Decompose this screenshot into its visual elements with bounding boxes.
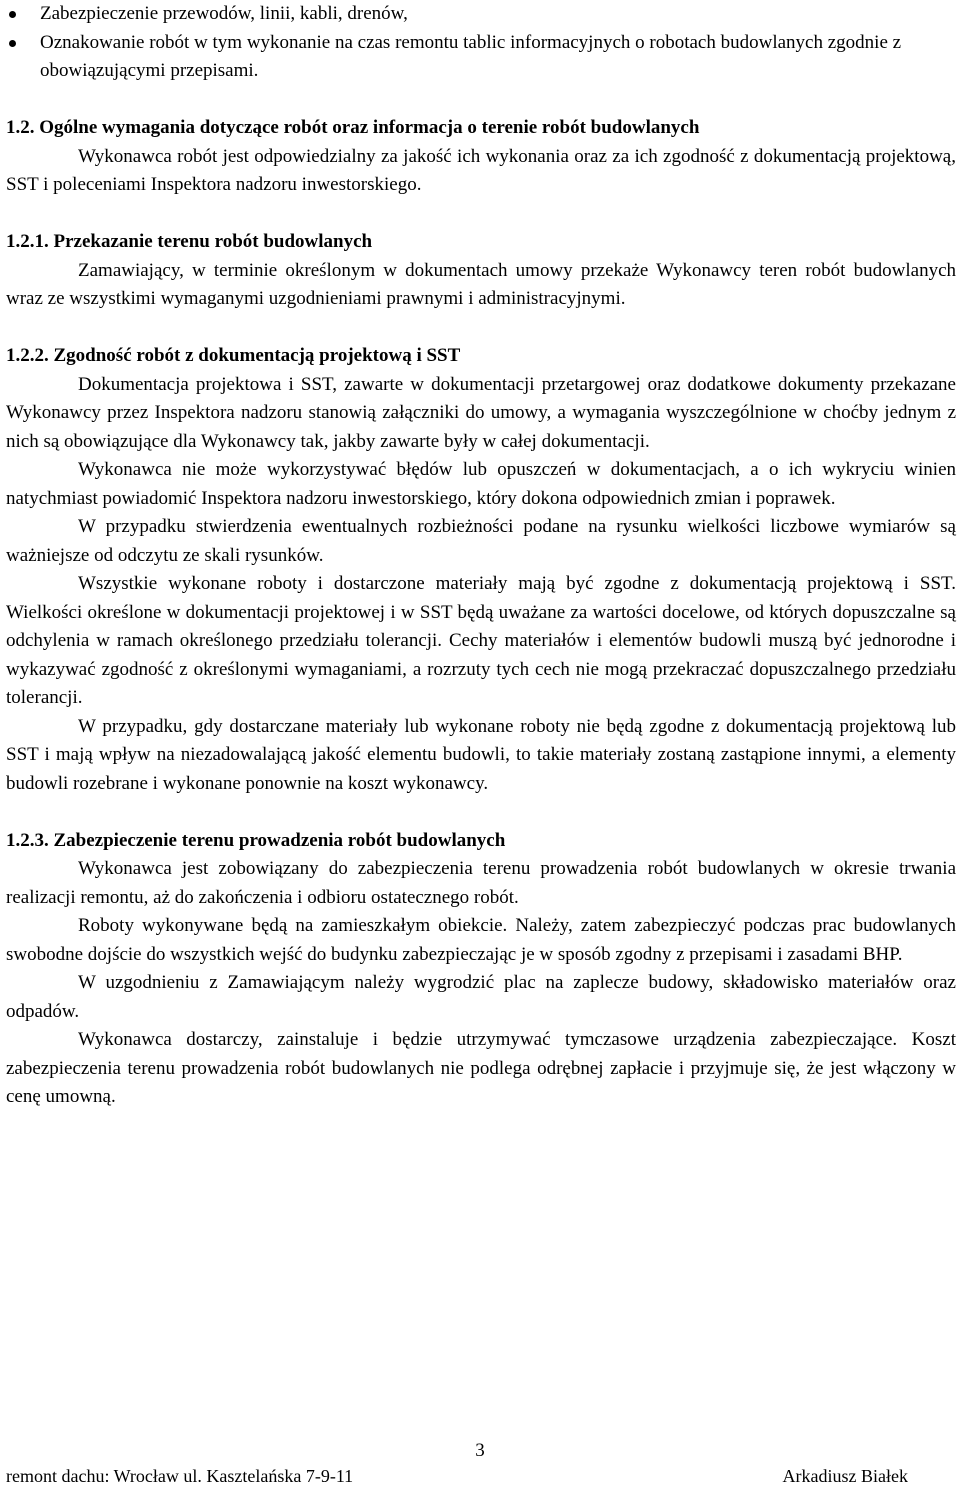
paragraph: Wykonawca jest zobowiązany do zabezpieczenia terenu prowadzenia robót budowlanych w okresie trwania realizacji remontu, aż do zakończenia i odbioru ostatecznego robót. — [6, 858, 956, 908]
paragraph: W uzgodnieniu z Zamawiającym należy wygrodzić plac na zaplecze budowy, składowisko materiałów oraz odpadów. — [6, 972, 956, 1022]
section-heading: 1.2. Ogólne wymagania dotyczące robót oraz informacja o terenie robót budowlanych — [6, 117, 700, 138]
bullet-icon — [9, 40, 16, 47]
document-page — [6, 0, 956, 1112]
paragraph: W przypadku stwierdzenia ewentualnych rozbieżności podane na rysunku wielkości liczbowe wymiarów są ważniejsze od odczytu ze skali rysunków. — [6, 516, 956, 566]
paragraph: Wykonawca robót jest odpowiedzialny za jakość ich wykonania oraz za ich zgodność z dokumentacją projektową, SST i poleceniami Inspektora nadzoru inwestorskiego. — [6, 145, 956, 195]
paragraph: Dokumentacja projektowa i SST, zawarte w dokumentacji przetargowej oraz dodatkowe dokumenty przekazane Wykonawcy przez Inspektora nadzoru stanowią załączniki do umowy, a wymagania wyszczególnione w choćby jednym z nich są obowiązujące dla Wykonawcy tak, jakby zawarte były w całej dokumentacji. — [6, 373, 956, 452]
section-1-2 — [6, 114, 956, 200]
footer-project: remont dachu: Wrocław ul. Kasztelańska 7-9-11 — [6, 1466, 354, 1486]
footer-author: Arkadiusz Białek — [782, 1466, 908, 1486]
paragraph: W przypadku, gdy dostarczane materiały lub wykonane roboty nie będą zgodne z dokumentacją projektową lub SST i mają wpływ na niezadowalającą jakość elementu budowli, to takie materiały zostaną zastąpione innymi, a elementy budowli rozebrane i wykonane ponownie na koszt wykonawcy. — [6, 715, 956, 794]
section-heading: 1.2.1. Przekazanie terenu robót budowlanych — [6, 231, 373, 252]
section-heading: 1.2.2. Zgodność robót z dokumentacją projektową i SST — [6, 345, 461, 366]
page-number: 3 — [475, 1440, 485, 1461]
paragraph: Roboty wykonywane będą na zamieszkałym obiekcie. Należy, zatem zabezpieczyć podczas prac budowlanych swobodne dojście do wszystkich wejść do budynku zabezpieczając je w sposób zgodny z przepisami i zasadami BHP. — [6, 915, 956, 965]
list-item: Zabezpieczenie przewodów, linii, kabli, drenów, — [6, 0, 956, 29]
section-1-2-1 — [6, 228, 956, 314]
paragraph: Wykonawca nie może wykorzystywać błędów lub opuszczeń w dokumentacjach, a o ich wykryciu winien natychmiast powiadomić Inspektora nadzoru inwestorskiego, który dokona odpowiednich zmian i poprawek. — [6, 459, 956, 509]
paragraph: Wszystkie wykonane roboty i dostarczone materiały mają być zgodne z dokumentacją projektową i SST. Wielkości określone w dokumentacji projektowej i w SST będą uważane za wartości docelowe, od których dopuszczalne są odchylenia w ramach określonego przedziału tolerancji. Cechy materiałów i elementów budowli muszą być jednorodne i wykazywać zgodność z określonymi wymaganiami, a rozrzuty tych cech nie mogą przekraczać dopuszczalnego przedziału tolerancji. — [6, 573, 956, 708]
section-1-2-3 — [6, 827, 956, 1112]
bullet-icon — [9, 11, 16, 18]
list-item: Oznakowanie robót w tym wykonanie na czas remontu tablic informacyjnych o robotach budowlanych zgodnie z obowiązującymi przepisami. — [6, 29, 956, 86]
paragraph: Zamawiający, w terminie określonym w dokumentach umowy przekaże Wykonawcy teren robót budowlanych wraz ze wszystkimi wymaganymi uzgodnieniami prawnymi i administracyjnymi. — [6, 259, 956, 309]
bullet-list — [6, 0, 956, 86]
paragraph: Wykonawca dostarczy, zainstaluje i będzie utrzymywać tymczasowe urządzenia zabezpieczające. Koszt zabezpieczenia terenu prowadzenia robót budowlanych nie podlega odrębnej zapłacie i przyjmuje się, że jest włączony w cenę umowną. — [6, 1029, 956, 1107]
section-heading: 1.2.3. Zabezpieczenie terenu prowadzenia robót budowlanych — [6, 829, 506, 851]
section-1-2-2 — [6, 342, 956, 798]
